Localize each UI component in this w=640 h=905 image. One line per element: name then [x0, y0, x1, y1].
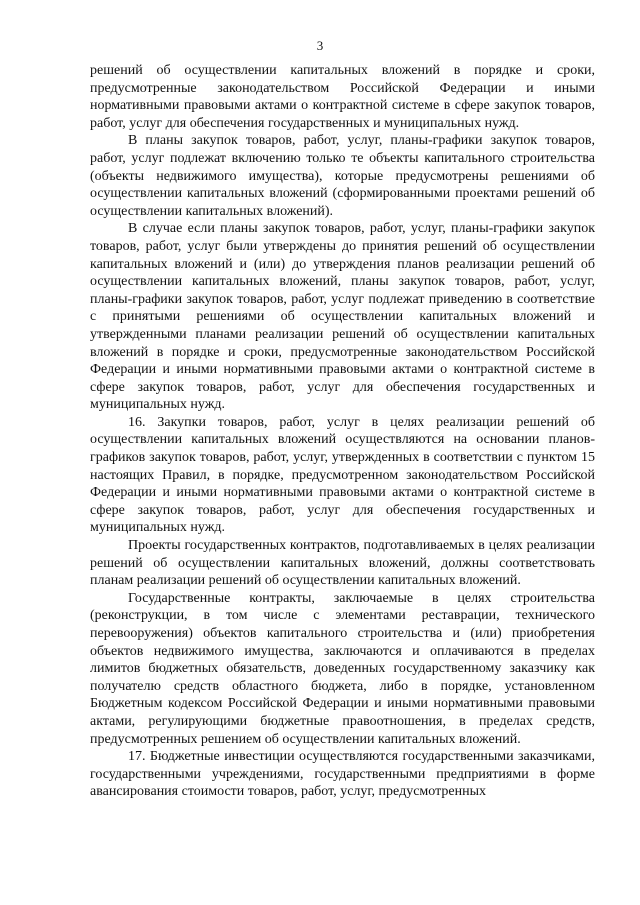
body-text: [90, 62, 595, 801]
paragraph-state-contracts: Государственные контракты, заключаемые в целях строительства (реконструкции, в том числе с элементами реставрации, технического перевооружения) объектов капитального строительства и (или) приобретения объектов недвижимого имущества, заключаются и оплачиваются в пределах лимитов бюджетных обязательств, доведенных государственному заказчику как получателю средств областного бюджета, либо в порядке, установленном Бюджетным кодексом Российской Федерации и иными нормативными правовыми актами, регулирующими бюджетные правоотношения, в пределах средств, предусмотренных решением об осуществлении капитальных вложений.: [90, 590, 595, 747]
paragraph-continuation: решений об осуществлении капитальных вложений в порядке и сроки, предусмотренные законодательством Российской Федерации и иными нормативными правовыми актами о контрактной системе в сфере закупок товаров, работ, услуг для обеспечения государственных и муниципальных нужд.: [90, 63, 595, 131]
paragraph-clause-17: 17. Бюджетные инвестиции осуществляются государственными заказчиками, государственными учреждениями, государственными предприятиями в форме авансирования стоимости товаров, работ, услуг, предусмотренных: [90, 749, 595, 800]
paragraph-plans-adjustment: В случае если планы закупок товаров, работ, услуг, планы-графики закупок товаров, работ, услуг были утверждены до принятия решений об осуществлении капитальных вложений и (или) до утверждения планов реализации решений об осуществлении капитальных вложений, планы закупок товаров, работ, услуг, планы-графики закупок товаров, работ, услуг подлежат приведению в соответствие с принятыми решениями об осуществлении капитальных вложений и утвержденными планами реализации решений об осуществлении капитальных вложений в порядке и сроки, предусмотренные законодательством Российской Федерации и иными нормативными правовыми актами о контрактной системе в сфере закупок товаров, работ, услуг для обеспечения государственных и муниципальных нужд.: [90, 221, 595, 413]
paragraph-procurement-plans: В планы закупок товаров, работ, услуг, планы-графики закупок товаров, работ, услуг подлежат включению только те объекты капитального строительства (объекты недвижимого имущества), которые предусмотрены решениями об осуществлении капитальных вложений (сформированными проектами решений об осуществлении капитальных вложений).: [90, 133, 595, 219]
page-number: 3: [316, 38, 324, 53]
paragraph-clause-16: 16. Закупки товаров, работ, услуг в целях реализации решений об осуществлении капитальных вложений осуществляются на основании планов-графиков закупок товаров, работ, услуг, утвержденных в соответствии с пунктом 15 настоящих Правил, в порядке, предусмотренном законодательством Российской Федерации и иными нормативными правовыми актами о контрактной системе в сфере закупок товаров, работ, услуг для обеспечения государственных и муниципальных нужд.: [90, 414, 595, 536]
paragraph-contract-drafts: Проекты государственных контрактов, подготавливаемых в целях реализации решений об осуществлении капитальных вложений, должны соответствовать планам реализации решений об осуществлении капитальных вложений.: [90, 538, 595, 589]
